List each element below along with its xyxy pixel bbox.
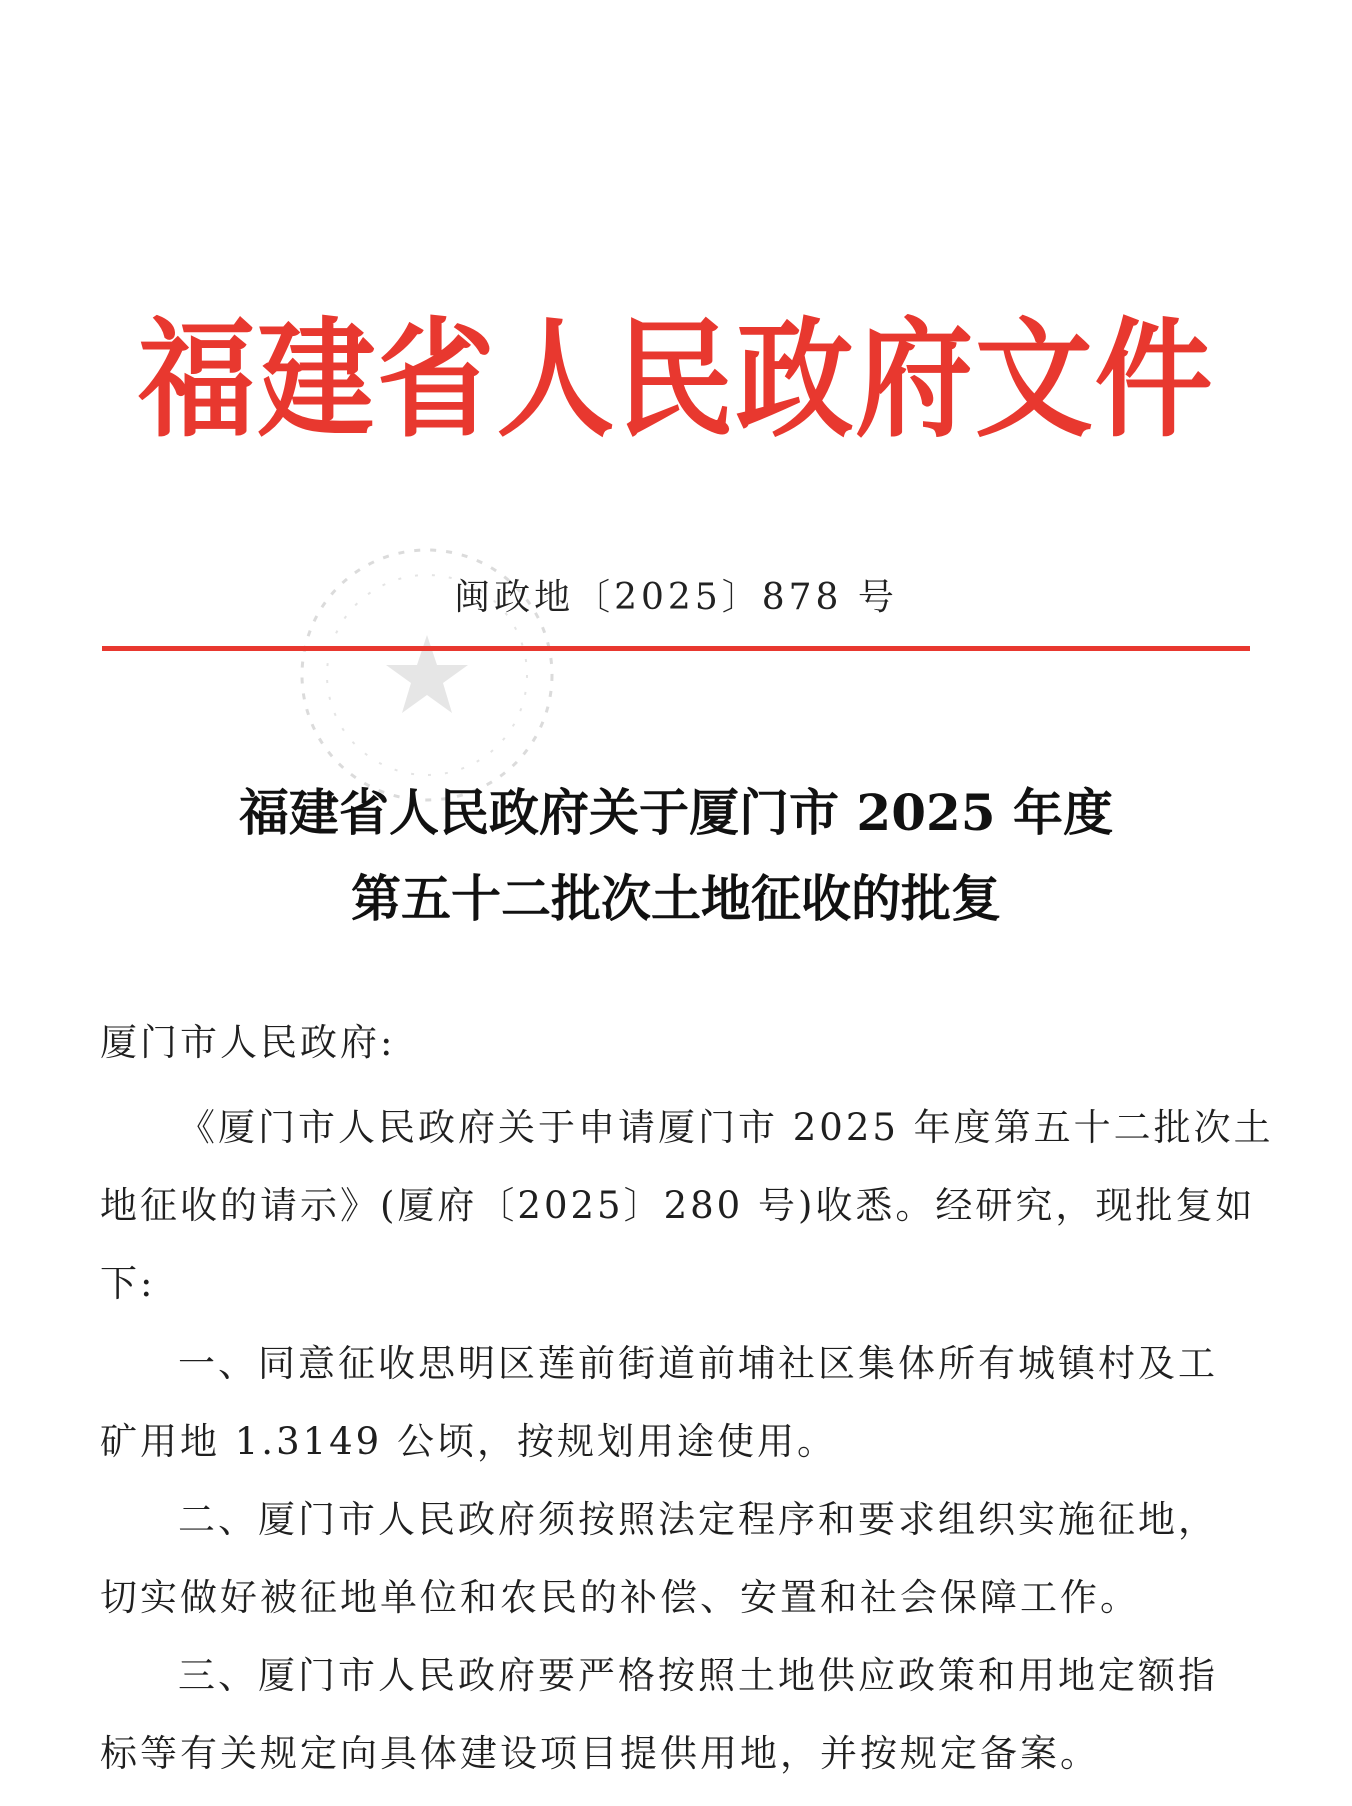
document-title (0, 770, 1352, 942)
title-line-1: 福建省人民政府关于厦门市 2025 年度 (239, 783, 1113, 842)
body-line-3: 下: (100, 1262, 156, 1305)
document-masthead: 福建省人民政府文件 (137, 305, 1215, 455)
document-number: 闽政地〔2025〕878 号 (454, 577, 898, 618)
body-line-9: 标等有关规定向具体建设项目提供用地，并按规定备案。 (100, 1732, 1100, 1775)
body-line-6: 二、厦门市人民政府须按照法定程序和要求组织实施征地， (178, 1498, 1218, 1541)
body-line-8: 三、厦门市人民政府要严格按照土地供应政策和用地定额指 (178, 1654, 1218, 1697)
body-line-1: 《厦门市人民政府关于申请厦门市 2025 年度第五十二批次土 (178, 1106, 1274, 1149)
body-line-2: 地征收的请示》(厦府〔2025〕280 号)收悉。经研究，现批复如 (100, 1184, 1256, 1227)
red-divider-line (102, 646, 1250, 651)
body-line-5: 矿用地 1.3149 公顷，按规划用途使用。 (100, 1420, 837, 1463)
body-line-4: 一、同意征收思明区莲前街道前埔社区集体所有城镇村及工 (178, 1342, 1218, 1385)
body-line-7: 切实做好被征地单位和农民的补偿、安置和社会保障工作。 (100, 1576, 1140, 1619)
title-line-2: 第五十二批次土地征收的批复 (351, 869, 1001, 928)
salutation: 厦门市人民政府: (100, 1021, 396, 1064)
